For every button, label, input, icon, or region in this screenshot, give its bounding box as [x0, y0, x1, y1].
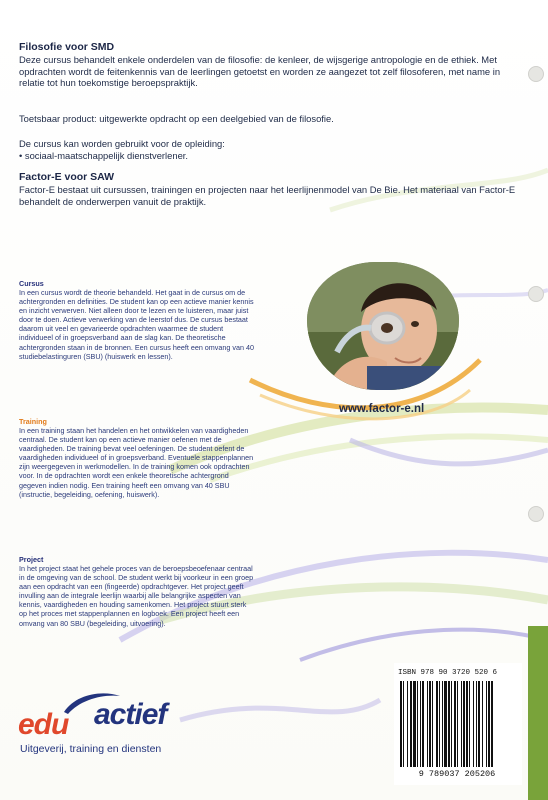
- logo-edu: edu: [18, 708, 69, 741]
- smd-opleiding-bullet: • sociaal-maatschappelijk dienstverlener.: [19, 150, 188, 161]
- barcode-bar: [454, 681, 456, 767]
- barcode-bar: [420, 681, 421, 767]
- barcode-bar: [432, 681, 433, 767]
- barcode-bar: [461, 681, 462, 767]
- saw-paragraph: Factor-E bestaat uit cursussen, trainingen en projecten naar het leerlijnenmodel van De Bie. Het materiaal van Factor-E behandelt de onderwerpen vanuit de praktijk.: [19, 184, 516, 207]
- binder-hole: [528, 286, 544, 302]
- website-url[interactable]: www.factor-e.nl: [339, 403, 425, 415]
- barcode-bar: [444, 681, 447, 767]
- cursus-title: Cursus: [19, 279, 44, 288]
- barcode-bar: [427, 681, 428, 767]
- barcode-bar: [457, 681, 458, 767]
- project-title: Project: [19, 555, 44, 564]
- barcode-bar: [451, 681, 452, 767]
- barcode-bar: [478, 681, 480, 767]
- child-magnifier-photo: [307, 262, 459, 390]
- barcode-number: 9 789037 205206: [418, 769, 496, 779]
- barcode-bar: [417, 681, 418, 767]
- project-text: In het project staat het gehele proces van de beroepsbeoefenaar centraal in de omgeving van de school. De student werkt bij voorkeur in een groep aan een opdracht van een (fingeerde) opdrachtgever. Het project geeft invulling aan de integrale leerlijn waarbij alle belangrijke aspecten van kennis, vaardigheden en houding samenkomen. Het project stuurt sterk op het proces met stappenplannen en logboek. Een project heeft een omvang van 80 SBU (begeleiding, uitvoering).: [19, 564, 254, 628]
- saw-title: Factor-E voor SAW: [19, 171, 115, 183]
- smd-opleiding-intro: De cursus kan worden gebruikt voor de opleiding:: [19, 138, 225, 149]
- barcode-bar: [439, 681, 440, 767]
- smd-paragraph: Deze cursus behandelt enkele onderdelen van de filosofie: de kenleer, de wijsgerige antropologie en de ethiek. Met opdrachten wordt de feitenkennis van de leerlingen getoetst en worden ze aangezet tot zelf filosoferen, met name in relatie tot hun toekomstige beroepspraktijk.: [19, 54, 501, 89]
- barcode-bars: [398, 681, 516, 767]
- barcode-bar: [491, 681, 493, 767]
- barcode-bar: [422, 681, 424, 767]
- barcode-bar: [482, 681, 483, 767]
- smd-toetsbaar: Toetsbaar product: uitgewerkte opdracht op een deelgebied van de filosofie.: [19, 113, 334, 124]
- barcode-bar: [473, 681, 474, 767]
- barcode-bar: [488, 681, 490, 767]
- smd-title: Filosofie voor SMD: [19, 41, 115, 53]
- isbn-barcode: [394, 663, 522, 785]
- barcode-bar: [436, 681, 438, 767]
- green-edge-tab: [528, 626, 548, 800]
- barcode-bar: [407, 681, 408, 767]
- barcode-bar: [413, 681, 416, 767]
- barcode-bar: [403, 681, 404, 767]
- training-title: Training: [19, 417, 47, 426]
- photo-illustration: [307, 262, 459, 390]
- barcode-bar: [469, 681, 470, 767]
- barcode-bar: [463, 681, 465, 767]
- barcode-bar: [410, 681, 412, 767]
- isbn-text: ISBN 978 90 3720 520 6: [398, 669, 498, 677]
- cursus-text: In een cursus wordt de theorie behandeld. Het gaat in de cursus om de achtergronden en definities. De student kan op een actieve manier kennis en inzicht verwerven. Niet alleen door te lezen en te luisteren, maar juist door te doen. Actieve verwerking van de leerstof dus. De cursus bestaat daarom uit veel en gevarieerde opdrachten waarmee de student individueel of in groepsverband aan de slag kan. De theoretische achtergronden staan in de bronnen. Een cursus heeft een omvang van 40 studiebelastinguren (SBU) (huiswerk en lessen).: [19, 288, 254, 361]
- eduactief-logo: [16, 690, 196, 760]
- binder-hole: [528, 506, 544, 522]
- logo-actief: actief: [94, 698, 167, 731]
- barcode-bar: [429, 681, 431, 767]
- logo-tagline: Uitgeverij, training en diensten: [20, 743, 162, 755]
- barcode-bar: [466, 681, 468, 767]
- barcode-bar: [448, 681, 450, 767]
- barcode-bar: [476, 681, 477, 767]
- barcode-bar: [442, 681, 443, 767]
- barcode-bar: [486, 681, 487, 767]
- binder-hole: [528, 66, 544, 82]
- training-text: In een training staan het handelen en het ontwikkelen van vaardigheden centraal. De student kan op een actieve manier oefenen met de vaardigheden. De training bevat veel oefeningen. De student oefent de vaardigheden individueel of in groepsverband. Eventuele stappenplannen zijn weergegeven in werkmodellen. In de training komen ook opdrachten voor. In de opdrachten wordt een enkele theoretische achtergrond gegeven indien nodig. Een training heeft een omvang van 40 SBU (instructie, begeleiding, oefening, huiswerk).: [19, 426, 254, 499]
- barcode-bar: [400, 681, 402, 767]
